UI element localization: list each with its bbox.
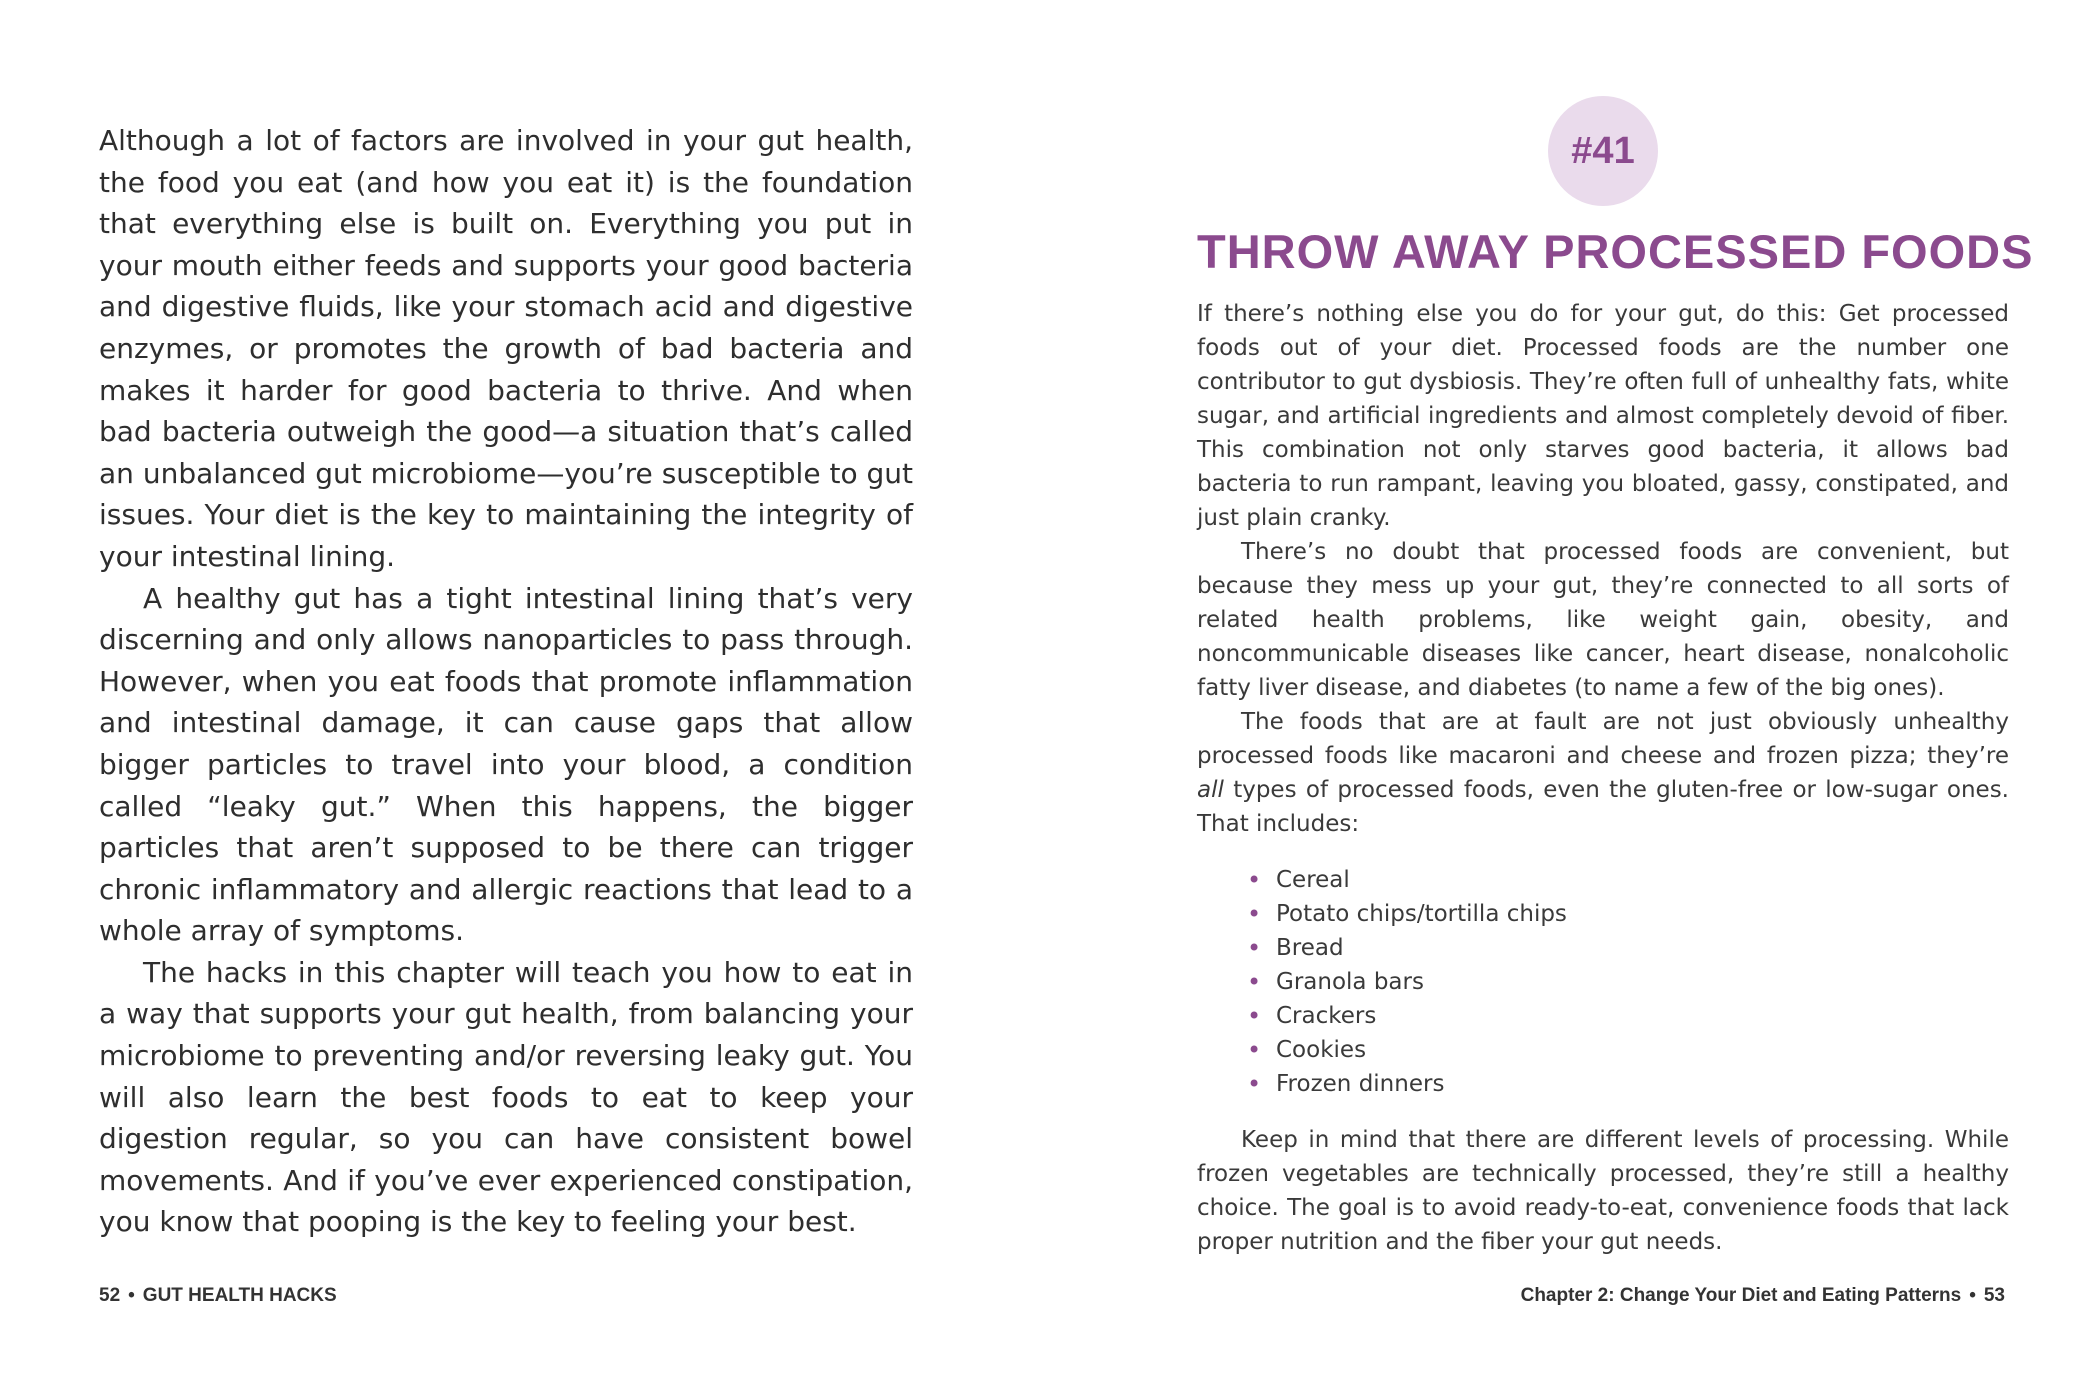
right-page-body — [1197, 297, 2009, 1259]
list-item — [1247, 863, 2009, 897]
hack-number-badge — [1548, 96, 1658, 206]
paragraph-3-text-after: types of processed foods, even the gluten-free or low-sugar ones. That includes: — [1197, 777, 2009, 837]
right-paragraph-1: If there’s nothing else you do for your gut, do this: Get processed foods out of your diet. Processed foods are the number one contributor to gut dysbiosis. They’re often full of unhealthy fats, white sugar, and artificial ingredients and almost completely devoid of fiber. This combination not only starves good bacteria, it allows bad bacteria to run rampant, leaving you bloated, gassy, constipated, and just plain cranky. — [1197, 301, 2009, 531]
left-running-head: GUT HEALTH HACKS — [142, 1285, 337, 1306]
bullet-dot-icon: • — [1247, 934, 1262, 962]
list-item-label: Cereal — [1276, 867, 1350, 893]
paragraph-3-emphasis: all — [1197, 777, 1224, 803]
bullet-dot-icon: • — [1247, 1002, 1262, 1030]
left-paragraph-3: The hacks in this chapter will teach you how to eat in a way that supports your gut health, from balancing your microbiome to preventing and/or reversing leaky gut. You will also learn the best foods to eat to keep your digestion regular, so you can have consistent bowel movements. And if you’ve ever experienced constipation, you know that pooping is the key to feeling your best. — [99, 955, 913, 1239]
hack-number: #41 — [1571, 129, 1635, 172]
bullet-dot-icon: • — [1247, 1036, 1262, 1064]
list-item — [1247, 999, 2009, 1033]
left-paragraph-1: Although a lot of factors are involved in your gut health, the food you eat (and how you eat it) is the foundation that everything else is built on. Everything you put in your mouth either feeds and supports your good bacteria and digestive fluids, like your stomach acid and digestive enzymes, or promotes the growth of bad bacteria and makes it harder for good bacteria to thrive. And when bad bacteria outweigh the good—a situation that’s called an unbalanced gut microbiome—you’re susceptible to gut issues. Your diet is the key to maintaining the integrity of your intestinal lining. — [99, 124, 913, 573]
list-item — [1247, 965, 2009, 999]
right-paragraph-2: There’s no doubt that processed foods are convenient, but because they mess up your gut, they’re connected to all sorts of related health problems, like weight gain, obesity, and noncommunicable diseases like cancer, heart disease, nonalcoholic fatty liver disease, and diabetes (to name a few of the big ones). — [1197, 539, 2009, 701]
closing-paragraph: Keep in mind that there are different levels of processing. While frozen vegetables are technically processed, they’re still a healthy choice. The goal is to avoid ready-to-eat, convenience foods that lack proper nutrition and the fiber your gut needs. — [1197, 1127, 2009, 1255]
right-page — [1197, 96, 2034, 1259]
processed-foods-list — [1247, 863, 2009, 1101]
hack-title: THROW AWAY PROCESSED FOODS — [1197, 225, 2034, 278]
paragraph-3-text-before: The foods that are at fault are not just obviously unhealthy processed foods like macaroni and cheese and frozen pizza; they’re — [1197, 709, 2009, 769]
right-paragraph-3 — [1197, 705, 2009, 841]
right-folio — [1521, 1285, 2005, 1307]
right-page-number: 53 — [1983, 1285, 2005, 1306]
list-item — [1247, 1033, 2009, 1067]
bullet-dot-icon: • — [1247, 1070, 1262, 1098]
left-folio — [99, 1285, 337, 1307]
list-item-label: Granola bars — [1276, 969, 1424, 995]
left-paragraph-2: A healthy gut has a tight intestinal lining that’s very discerning and only allows nanoparticles to pass through. However, when you eat foods that promote inflammation and intestinal damage, it can cause gaps that allow bigger particles to travel into your blood, a condition called “leaky gut.” When this happens, the bigger particles that aren’t supposed to be there can trigger chronic inflammatory and allergic reactions that lead to a whole array of symptoms. — [99, 581, 913, 948]
bullet-separator-icon: • — [1969, 1285, 1976, 1306]
list-item — [1247, 1067, 2009, 1101]
bullet-dot-icon: • — [1247, 900, 1262, 928]
bullet-dot-icon: • — [1247, 968, 1262, 996]
list-item-label: Crackers — [1276, 1003, 1377, 1029]
list-item-label: Frozen dinners — [1276, 1071, 1445, 1097]
list-item-label: Potato chips/tortilla chips — [1276, 901, 1567, 927]
right-chapter-title: Chapter 2: Change Your Diet and Eating Patterns — [1520, 1285, 1962, 1306]
bullet-separator-icon: • — [128, 1285, 135, 1306]
bullet-dot-icon: • — [1247, 866, 1262, 894]
left-page-number: 52 — [99, 1285, 121, 1306]
list-item — [1247, 897, 2009, 931]
list-item — [1247, 931, 2009, 965]
list-item-label: Cookies — [1276, 1037, 1367, 1063]
left-page-body — [99, 120, 913, 1243]
list-item-label: Bread — [1276, 935, 1344, 961]
